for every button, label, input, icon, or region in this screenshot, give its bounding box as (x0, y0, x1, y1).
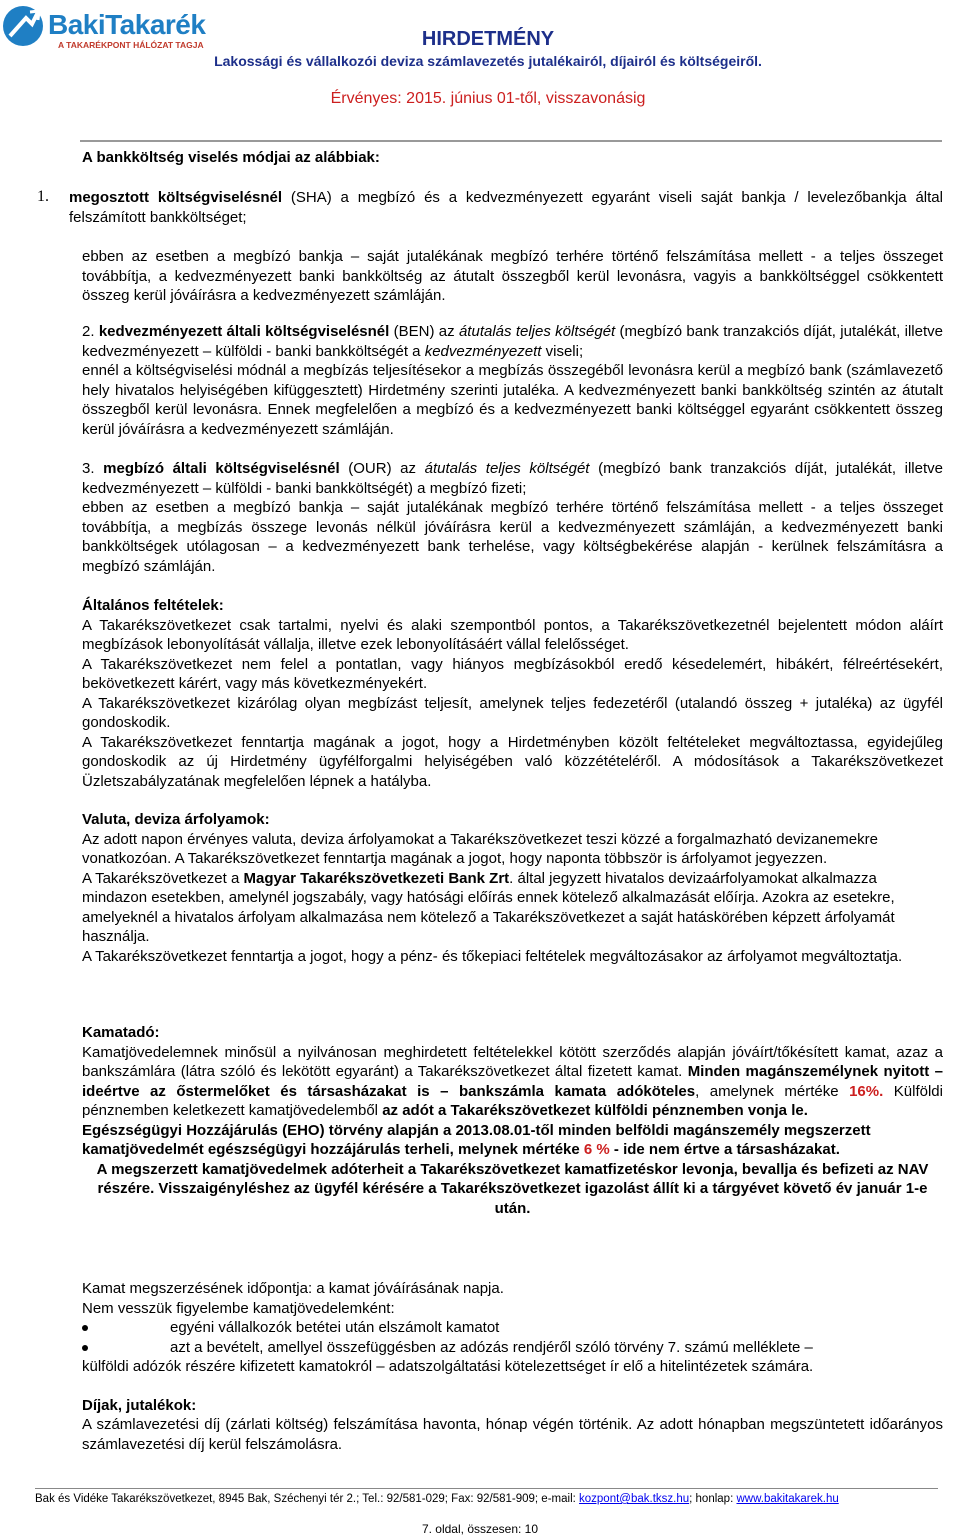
item-number-2: 2. (82, 323, 95, 340)
general-heading: Általános feltételek: (82, 597, 224, 614)
footer-text: ; honlap: (689, 1493, 737, 1505)
ben-detail: ennél a költségviselési módnál a megbízás teljesítésekor a megbízás összegéből levonásra kerül a megbízó bank (számlavezető hely hivatalos helyiségében kifüggesztett) Hirdetmény szerinti jutaléka. A kedvezményezett banki bankköltség szintén az átutalt összegből kerül levonásra. Ennek megfelelően a megbízó és a kedvezményezett banki költséggel egyaránt csökkentett összeg kerül jóváírásra a kedvezményezett számláján. (82, 362, 943, 438)
bank-logo-wordmark: BakiTakarék (48, 9, 206, 40)
interest-date: Kamat megszerzésének időpontja: a kamat jóváírásának napja. (82, 1280, 504, 1297)
tax-withholding-note: A megszerzett kamatjövedelmek adóterheit a Takarékszövetkezet kamatfizetéskor levonja, bevallja és befizeti az NAV részére. Visszaigényléshez az ügyfél kérésére a Takarékszövetkezet igazolást állít ki a tárgyévet követő év január 1-e után. (96, 1160, 929, 1217)
fees-heading: Díjak, jutalékok: (82, 1396, 197, 1414)
ben-term: kedvezményezett általi költségviselésnél (98, 323, 390, 340)
bank-logo-tagline: A TAKARÉKPONT HÁLÓZAT TAGJA (58, 40, 204, 50)
fx-para (82, 869, 943, 947)
bullet-dot (82, 1325, 88, 1331)
our-detail: ebben az esetben a megbízó bankja – saját jutalékának megbízó terhére történő felszámítása mellett - a teljes összeget továbbítja, a megbízás összege levonás nélkül jóváírásra kerül a kedvezményezett számláján, a kedvezményezett banki bankköltségek utólagosan – a kedvezményezett bank terhelése, vagy költségbekérése alapján - kerülnek felszámításra a megbízó számláján. (82, 499, 943, 575)
tax-para (82, 1043, 943, 1121)
list-item-text: azt a bevételt, amellyel összefüggésben az adózás rendjéről szóló törvény 7. számú melléklete – (170, 1338, 813, 1356)
list-item (82, 1318, 943, 1338)
footer-email-link[interactable]: kozpont@bak.tksz.hu (579, 1493, 690, 1505)
footer-divider (35, 1488, 938, 1489)
our-term: megbízó általi költségviselésnél (103, 460, 340, 477)
eho-para (82, 1121, 943, 1160)
tax-text: Külföldi pénznemben keletkezett kamatjövedelemből (82, 1082, 943, 1119)
ben-text-2: (megbízó bank tranzakciós díját, jutalékát, illetve kedvezményezett – külföldi - banki bankköltségét a (82, 323, 943, 360)
general-conditions (82, 596, 943, 791)
tax-bold: Minden magánszemélynek nyitott – ideértve az őstermelőket és társasházakat is – bankszámla kamata adóköteles (82, 1063, 944, 1100)
fx-text: . által jegyzett hivatalos devizaárfolyamokat alkalmazza mindazon esetekben, amelynél jogszabály, vagy hatósági előírás ennek kötelező alkalmazását előírja. Azokra az esetekre, amelyeknél a hivatalos árfolyam alkalmazása nem kötelező a Takarékszövetkezet a saját hatáskörében képzett árfolyamát használja. (82, 869, 895, 945)
footer-website-link[interactable]: www.bakitakarek.hu (736, 1493, 839, 1505)
ben-text-1: (BEN) az (389, 323, 459, 340)
document-title: HIRDETMÉNY (421, 28, 555, 50)
fx-bank-name: Magyar Takarékszövetkezeti Bank Zrt (243, 869, 510, 887)
bullet-dot (82, 1345, 88, 1351)
sha-paragraph (69, 188, 943, 227)
tax-rate: 16%. (849, 1082, 884, 1100)
validity-line: Érvényes: 2015. június 01-től, visszavonásig (330, 90, 646, 107)
our-paragraph (82, 459, 943, 576)
fx-para: Az adott napon érvényes valuta, deviza árfolyamokat a Takarékszövetkezet teszi közzé a forgalmazható devizanemekre vonatkozóan. A Takarékszövetkezet fenntartja magának a jogot, hogy naponta többször is árfolyamot jegyezzen. (82, 830, 878, 867)
tax-text: Kamatjövedelemnek minősül a nyilvánosan meghirdetett feltételekkel kötött szerződés alapján jóváírt/tőkésített kamat, azaz a bankszámlára (látra szóló és lekötött egyaránt) a Takarékszövetkezet által fizetett kamat. (82, 1043, 943, 1080)
tax-bold: az adót a Takarékszövetkezet külföldi pénznemben vonja le. (382, 1102, 808, 1119)
tax-heading: Kamatadó: (82, 1024, 160, 1041)
list-item-continuation: külföldi adózók részére kifizetett kamatokról – adatszolgáltatási kötelezettséget ír elő a hitelintézetek számára. (82, 1358, 814, 1375)
list-item (82, 1338, 943, 1358)
general-para: A Takarékszövetkezet csak tartalmi, nyelvi és alaki szempontból pontos, a Takarékszövetkezetnél bejelentett módon aláírt megbízások lebonyolítását vállalja, illetve ezek lebonyolításáért vállal felelősséget. (82, 616, 943, 653)
section-heading: A bankköltség viselés módjai az alábbiak: (82, 149, 380, 166)
fx-heading: Valuta, deviza árfolyamok: (82, 811, 270, 828)
our-italic-1: átutalás teljes költségét (424, 460, 590, 477)
fx-section (82, 810, 943, 966)
fx-text: A Takarékszövetkezet a (82, 869, 244, 887)
eho-text: - ide nem értve a társasházakat. (609, 1141, 840, 1158)
interest-tax-section (82, 1023, 943, 1218)
fx-para: A Takarékszövetkezet fenntartja a jogot, hogy a pénz- és tőkepiaci feltételek megváltozásakor az árfolyamot megváltoztatja. (82, 947, 903, 965)
ben-text-3: viseli; (541, 342, 584, 360)
ben-paragraph (82, 322, 943, 439)
sha-term: megosztott költségviselésnél (69, 189, 283, 206)
footer-text: Bak és Vidéke Takarékszövetkezet, 8945 Bak, Széchenyi tér 2.; Tel.: 92/581-029; Fax: 92/581-909; e-mail: (35, 1493, 580, 1505)
sha-detail: ebben az esetben a megbízó bankja – saját jutalékának megbízó terhére történő felszámítása mellett - a teljes összeget továbbítja, a kedvezményezett banki bankköltség az átutalt összegből kerül levonásra, vagyis a bankköltséggel csökkentett összeg kerül jóváírásra a kedvezményezett számláján. (82, 248, 943, 304)
ben-italic-2: kedvezményezett (424, 342, 542, 360)
exclusions-list (82, 1318, 943, 1357)
general-para: A Takarékszövetkezet nem felel a pontatlan, vagy hiányos megbízásokból eredő késedelemért, hibákért, félreértésekért, bekövetkezett kárért, vagy más következményekért. (82, 655, 943, 692)
our-text-2: (megbízó bank tranzakciós díját, jutalékát, illetve kedvezményezett – külföldi - banki bankköltségét) a megbízó fizeti; (82, 460, 943, 497)
list-item-text: egyéni vállalkozók betétei után elszámolt kamatot (170, 1319, 500, 1336)
document-subtitle: Lakossági és vállalkozói deviza számlavezetés jutalékairól, díjairól és költségeiről. (214, 53, 762, 69)
item-number-3: 3. (82, 460, 95, 477)
fees-text: A számlavezetési díj (zárlati költség) felszámítása havonta, hónap végén történik. Az adott hónapban megszüntetett időarányos számlavezetési díj kerül felszámolásra. (82, 1416, 943, 1453)
tax-text: , amelynek mértéke (695, 1082, 850, 1100)
our-text-1: (OUR) az (339, 460, 425, 477)
sha-text: (SHA) a megbízó és a kedvezményezett egyaránt viseli saját bankja / levelezőbankja által felszámított bankköltséget; (69, 189, 943, 226)
item-number-1: 1. (37, 188, 49, 205)
general-para: A Takarékszövetkezet fenntartja magának a jogot, hogy a Hirdetményben közölt feltételeket megváltoztassa, egyidejűleg gondoskodik az új Hirdetmény ügyfélforgalmi helyiségében való közzétételéről. A módosítások a Takarékszövetkezet Üzletszabályzatának megfelelően lépnek a hatályba. (82, 733, 943, 790)
general-para: A Takarékszövetkezet kizárólag olyan megbízást teljesít, amelynek teljes fedezetéről (utalandó összeg + jutaléka) az ügyfél gondoskodik. (82, 694, 943, 731)
interest-notes (82, 1279, 943, 1454)
footer (35, 1493, 839, 1505)
page-number: 7. oldal, összesen: 10 (421, 1522, 539, 1536)
exclusions-intro: Nem vesszük figyelembe kamatjövedelemként: (82, 1299, 395, 1317)
ben-italic-1: átutalás teljes költségét (458, 323, 616, 340)
eho-rate: 6 % (583, 1141, 610, 1158)
eho-text: Egészségügyi Hozzájárulás (EHO) törvény alapján a 2013.08.01-től minden belföldi magánszemély megszerzett kamatjövedelmét egészségügyi hozzájárulás terheli, melynek mértéke (82, 1121, 871, 1158)
header-divider (80, 140, 942, 142)
